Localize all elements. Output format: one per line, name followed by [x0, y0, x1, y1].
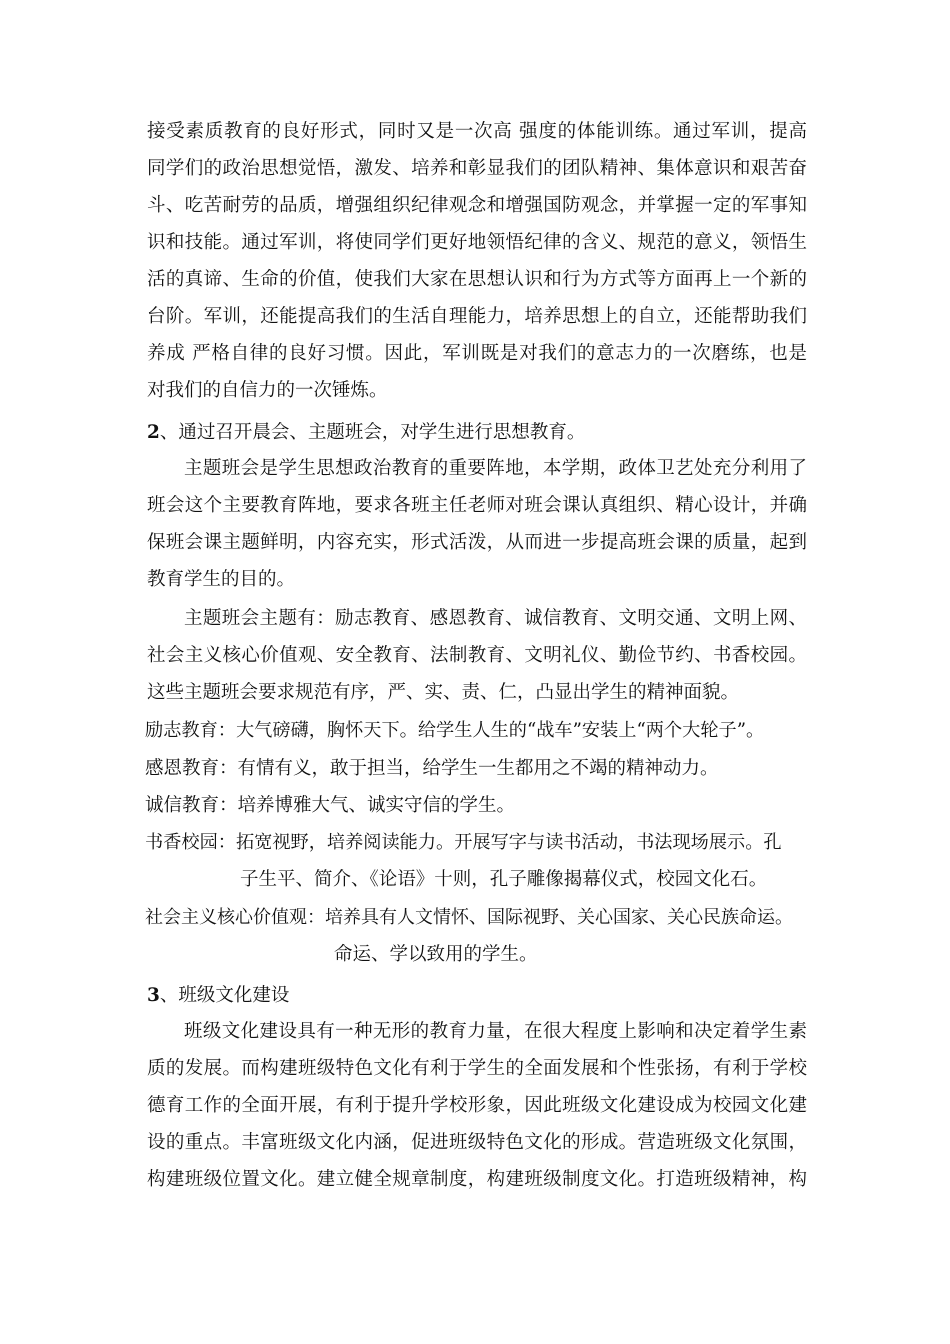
paragraph-3-line: 主题班会主题有：励志教育、感恩教育、诚信教育、文明交通、文明上网、 [184, 608, 807, 629]
section-3-number: 3 [147, 985, 160, 1006]
paragraph-1-line: 接受素质教育的良好形式，同时又是一次高 强度的体能训练。通过军训，提高 [147, 121, 807, 142]
paragraph-4-line: 设的重点。丰富班级文化内涵，促进班级特色文化的形成。营造班级文化氛围， [147, 1132, 807, 1153]
paragraph-2-line: 保班会课主题鲜明，内容充实，形式活泼，从而进一步提高班会课的质量，起到 [147, 532, 807, 553]
paragraph-1-line: 斗、吃苦耐劳的品质，增强组织纪律观念和增强国防观念，并掌握一定的军事知 [147, 195, 807, 216]
section-3-title: 、班级文化建设 [159, 985, 290, 1006]
paragraph-1-line: 养成 严格自律的良好习惯。因此，军训既是对我们的意志力的一次磨练，也是 [147, 343, 807, 364]
theme-ganen: 感恩教育：有情有义，敢于担当，给学生一生都用之不竭的精神动力。 [145, 758, 719, 779]
paragraph-4-line: 质的发展。而构建班级特色文化有利于学生的全面发展和个性张扬，有利于学校 [147, 1058, 807, 1079]
paragraph-1-line: 活的真谛、生命的价值，使我们大家在思想认识和行为方式等方面再上一个新的 [147, 269, 807, 290]
section-2-number: 2 [147, 422, 160, 443]
theme-shuxiang-continued: 子生平、简介、《论语》十则，孔子雕像揭幕仪式，校园文化石。 [240, 869, 768, 890]
paragraph-1-line: 对我们的自信力的一次锤炼。 [147, 380, 388, 401]
paragraph-3-line: 这些主题班会要求规范有序，严、实、责、仁，凸显出学生的精神面貌。 [147, 682, 740, 703]
section-2-title: 、通过召开晨会、主题班会，对学生进行思想教育。 [159, 422, 586, 443]
paragraph-3-line: 社会主义核心价值观、安全教育、法制教育、文明礼仪、勤俭节约、书香校园。 [147, 645, 807, 666]
theme-shuxiang: 书香校园：拓宽视野，培养阅读能力。开展写字与读书活动，书法现场展示。孔 [145, 832, 782, 853]
section-2-heading [147, 420, 585, 446]
paragraph-4-line: 构建班级位置文化。建立健全规章制度，构建班级制度文化。打造班级精神，构 [147, 1169, 807, 1190]
paragraph-4-line: 德育工作的全面开展，有利于提升学校形象，因此班级文化建设成为校园文化建 [147, 1095, 807, 1116]
theme-hexin: 社会主义核心价值观：培养具有人文情怀、国际视野、关心国家、关心民族命运。 [145, 907, 793, 928]
theme-lizhi: 励志教育：大气磅礴，胸怀天下。给学生人生的“战车”安装上“两个大轮子”。 [145, 720, 765, 741]
theme-chengxin: 诚信教育：培养博雅大气、诚实守信的学生。 [145, 795, 516, 816]
paragraph-1-line: 识和技能。通过军训，将使同学们更好地领悟纪律的含义、规范的意义，领悟生 [147, 232, 807, 253]
theme-hexin-continued: 命运、学以致用的学生。 [334, 944, 538, 965]
paragraph-2-line: 主题班会是学生思想政治教育的重要阵地，本学期，政体卫艺处充分利用了 [184, 458, 807, 479]
paragraph-1-line: 台阶。军训，还能提高我们的生活自理能力，培养思想上的自立，还能帮助我们 [147, 306, 807, 327]
paragraph-2-line: 班会这个主要教育阵地，要求各班主任老师对班会课认真组织、精心设计，并确 [147, 495, 807, 516]
paragraph-1-line: 同学们的政治思想觉悟，激发、培养和彰显我们的团队精神、集体意识和艰苦奋 [147, 158, 807, 179]
paragraph-4-line: 班级文化建设具有一种无形的教育力量，在很大程度上影响和决定着学生素 [184, 1021, 807, 1042]
paragraph-2-line: 教育学生的目的。 [147, 569, 296, 590]
section-3-heading [147, 983, 289, 1009]
